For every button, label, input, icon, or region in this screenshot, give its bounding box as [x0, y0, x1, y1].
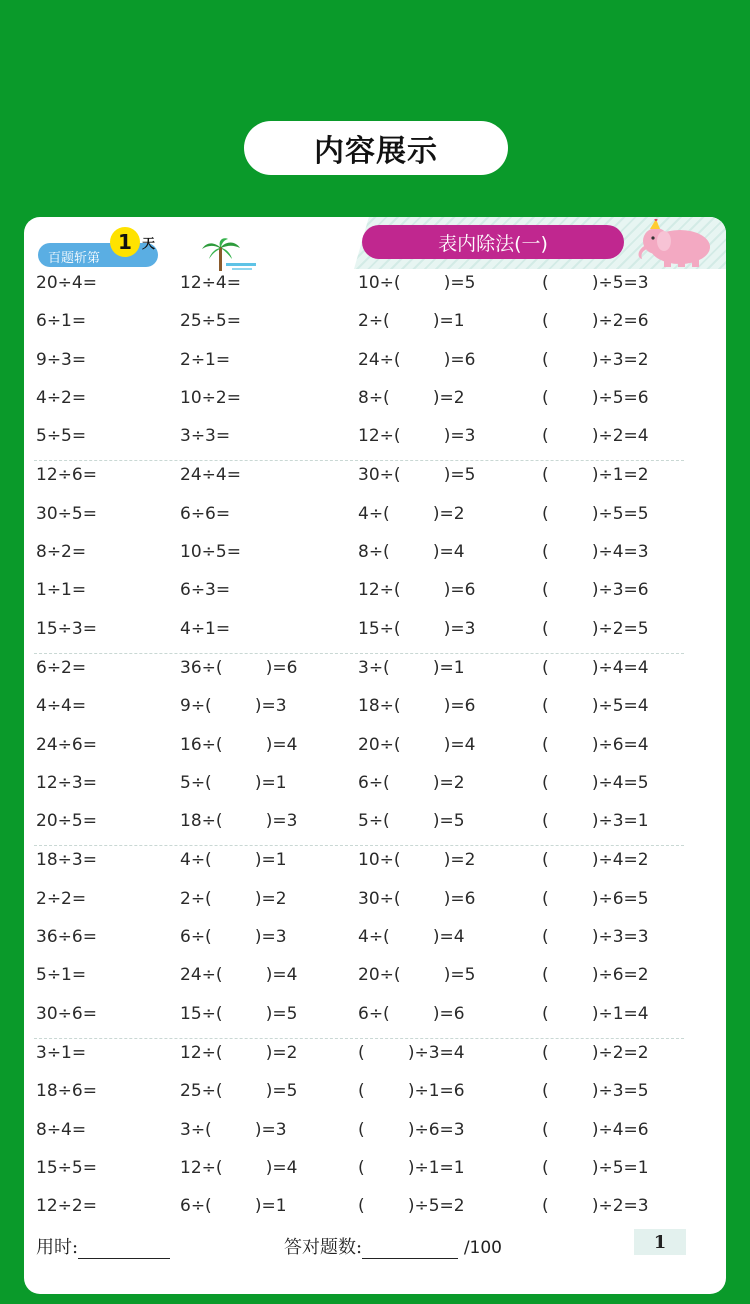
problem-cell: 8÷4= [36, 1119, 87, 1140]
problem-cell: ( )÷4=2 [542, 850, 649, 871]
problem-row [24, 654, 726, 692]
page-number: 1 [634, 1229, 686, 1255]
day-badge-label: 百题斩第 [48, 251, 101, 266]
problem-row [24, 769, 726, 807]
problem-row [24, 885, 726, 923]
problem-cell: 5÷5= [36, 426, 87, 447]
time-label: 用时: [36, 1237, 79, 1258]
problem-row [24, 692, 726, 730]
problem-row [24, 307, 726, 345]
problem-row [24, 500, 726, 538]
problem-cell: 6÷6= [180, 503, 231, 524]
problem-row [24, 1000, 726, 1038]
problem-cell: 5÷( )=1 [180, 772, 287, 793]
problem-cell: 9÷( )=3 [180, 696, 287, 717]
problem-row [24, 1116, 726, 1154]
problem-cell: ( )÷2=3 [542, 1196, 649, 1217]
problem-cell: ( )÷5=1 [542, 1157, 649, 1178]
problem-cell: ( )÷5=5 [542, 503, 649, 524]
problem-cell: 10÷( )=2 [358, 850, 476, 871]
problem-cell: ( )÷4=3 [542, 542, 649, 563]
problem-cell: 12÷( )=6 [358, 580, 476, 601]
problem-row [24, 961, 726, 999]
problem-cell: 30÷6= [36, 1003, 97, 1024]
problem-cell: 20÷4= [36, 273, 97, 293]
problem-row [24, 538, 726, 576]
problem-cell: ( )÷3=4 [358, 1042, 465, 1063]
problem-cell: 10÷5= [180, 542, 241, 563]
problem-cell: 16÷( )=4 [180, 734, 298, 755]
problem-cell: 6÷( )=2 [358, 772, 465, 793]
day-number: 1 [110, 227, 140, 257]
problem-cell: ( )÷2=4 [542, 426, 649, 447]
problem-row [24, 923, 726, 961]
problem-cell: 30÷( )=6 [358, 888, 476, 909]
problem-cell: 15÷3= [36, 618, 97, 639]
problem-cell: 6÷( )=6 [358, 1003, 465, 1024]
problem-row [24, 1154, 726, 1192]
day-badge [38, 243, 158, 267]
problem-cell: 10÷2= [180, 387, 241, 408]
problem-cell: ( )÷1=1 [358, 1157, 465, 1178]
problem-cell: 15÷( )=5 [180, 1003, 298, 1024]
score-label: 答对题数: [284, 1237, 363, 1258]
problem-cell: 18÷6= [36, 1081, 97, 1102]
problem-cell: ( )÷1=6 [358, 1081, 465, 1102]
problem-cell: 12÷( )=2 [180, 1042, 298, 1063]
problem-cell: 3÷3= [180, 426, 231, 447]
problem-cell: 4÷( )=4 [358, 927, 465, 948]
problem-cell: ( )÷6=5 [542, 888, 649, 909]
problem-cell: 25÷( )=5 [180, 1081, 298, 1102]
problem-cell: ( )÷3=1 [542, 811, 649, 832]
problem-cell: 18÷3= [36, 850, 97, 871]
problem-cell: 4÷( )=1 [180, 850, 287, 871]
problem-cell: 1÷1= [36, 580, 87, 601]
problem-cell: 24÷6= [36, 734, 97, 755]
problem-cell: ( )÷3=6 [542, 580, 649, 601]
problem-cell: 24÷( )=6 [358, 349, 476, 370]
problem-cell: 6÷3= [180, 580, 231, 601]
problem-cell: 36÷6= [36, 927, 97, 948]
problem-cell: 10÷( )=5 [358, 273, 476, 293]
problem-cell: 6÷1= [36, 311, 87, 332]
problem-row [24, 1192, 726, 1230]
problem-cell: ( )÷4=6 [542, 1119, 649, 1140]
problem-cell: 3÷1= [36, 1042, 87, 1063]
problem-cell: 6÷2= [36, 657, 87, 678]
problem-row [24, 1039, 726, 1077]
problem-cell: 18÷( )=6 [358, 696, 476, 717]
problem-row [24, 615, 726, 653]
problem-cell: 20÷( )=5 [358, 965, 476, 986]
problem-row [24, 576, 726, 614]
problem-row [24, 384, 726, 422]
problem-row [24, 1077, 726, 1115]
problem-grid [24, 269, 726, 1230]
score-answer-line [362, 1240, 458, 1259]
problem-cell: 5÷( )=5 [358, 811, 465, 832]
problem-row [24, 731, 726, 769]
problem-cell: 12÷( )=4 [180, 1157, 298, 1178]
topic-title: 表内除法(一) [362, 225, 624, 259]
problem-cell: 8÷( )=2 [358, 387, 465, 408]
problem-cell: 6÷( )=3 [180, 927, 287, 948]
problem-cell: 2÷2= [36, 888, 87, 909]
worksheet-card [24, 217, 726, 1294]
problem-cell: 12÷4= [180, 273, 241, 293]
problem-cell: ( )÷6=4 [542, 734, 649, 755]
score-total: /100 [463, 1238, 502, 1258]
problem-cell: 15÷( )=3 [358, 618, 476, 639]
problem-cell: ( )÷4=4 [542, 657, 649, 678]
problem-cell: 8÷( )=4 [358, 542, 465, 563]
problem-cell: ( )÷3=3 [542, 927, 649, 948]
problem-cell: 30÷5= [36, 503, 97, 524]
problem-cell: 24÷4= [180, 465, 241, 486]
problem-cell: 4÷4= [36, 696, 87, 717]
problem-cell: 5÷1= [36, 965, 87, 986]
problem-cell: 12÷3= [36, 772, 97, 793]
problem-cell: 12÷( )=3 [358, 426, 476, 447]
problem-cell: 30÷( )=5 [358, 465, 476, 486]
problem-cell: 2÷1= [180, 349, 231, 370]
problem-row [24, 846, 726, 884]
problem-cell: ( )÷3=2 [542, 349, 649, 370]
problem-cell: 3÷( )=3 [180, 1119, 287, 1140]
problem-cell: 20÷5= [36, 811, 97, 832]
elephant-icon [618, 219, 718, 269]
problem-cell: ( )÷3=5 [542, 1081, 649, 1102]
problem-cell: ( )÷1=2 [542, 465, 649, 486]
day-unit: 天 [142, 237, 156, 252]
problem-cell: 25÷5= [180, 311, 241, 332]
palm-tree-icon [200, 237, 260, 273]
problem-cell: ( )÷2=6 [542, 311, 649, 332]
problem-cell: 12÷2= [36, 1196, 97, 1217]
problem-cell: 2÷( )=2 [180, 888, 287, 909]
problem-cell: ( )÷4=5 [542, 772, 649, 793]
problem-cell: 4÷( )=2 [358, 503, 465, 524]
problem-cell: 2÷( )=1 [358, 311, 465, 332]
problem-cell: ( )÷6=2 [542, 965, 649, 986]
problem-cell: 4÷1= [180, 618, 231, 639]
problem-row [24, 346, 726, 384]
problem-cell: ( )÷5=3 [542, 273, 649, 293]
problem-cell: ( )÷5=2 [358, 1196, 465, 1217]
problem-row [24, 422, 726, 460]
problem-row [24, 269, 726, 307]
problem-cell: 20÷( )=4 [358, 734, 476, 755]
problem-cell: 3÷( )=1 [358, 657, 465, 678]
problem-cell: 12÷6= [36, 465, 97, 486]
problem-cell: ( )÷1=4 [542, 1003, 649, 1024]
problem-cell: 9÷3= [36, 349, 87, 370]
problem-cell: ( )÷5=6 [542, 387, 649, 408]
problem-cell: 15÷5= [36, 1157, 97, 1178]
problem-cell: ( )÷6=3 [358, 1119, 465, 1140]
problem-cell: 36÷( )=6 [180, 657, 298, 678]
problem-cell: 4÷2= [36, 387, 87, 408]
problem-cell: 8÷2= [36, 542, 87, 563]
problem-row [24, 461, 726, 499]
footer [36, 1229, 716, 1259]
problem-cell: ( )÷5=4 [542, 696, 649, 717]
page-title: 内容展示 [244, 121, 508, 175]
problem-cell: 6÷( )=1 [180, 1196, 287, 1217]
problem-cell: ( )÷2=5 [542, 618, 649, 639]
problem-row [24, 807, 726, 845]
time-answer-line [78, 1240, 170, 1259]
problem-cell: ( )÷2=2 [542, 1042, 649, 1063]
problem-cell: 18÷( )=3 [180, 811, 298, 832]
problem-cell: 24÷( )=4 [180, 965, 298, 986]
